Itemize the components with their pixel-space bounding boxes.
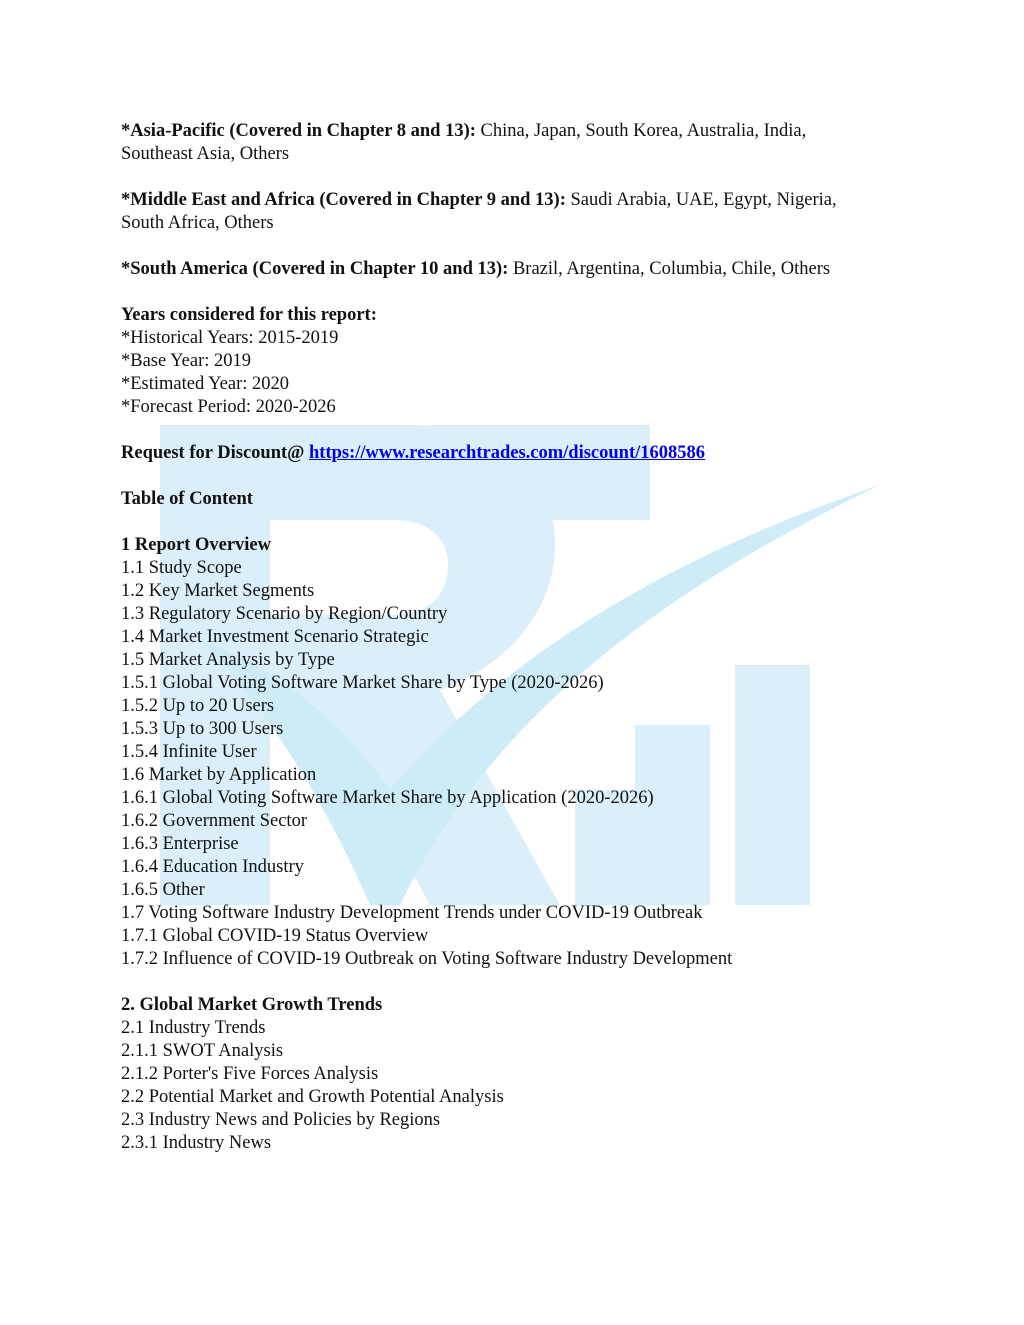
toc-section-1: [121, 534, 921, 971]
toc-item: 2.3.1 Industry News: [121, 1133, 272, 1153]
discount-link[interactable]: https://www.researchtrades.com/discount/1608586: [309, 443, 706, 463]
region-countries-cont: Southeast Asia, Others: [121, 144, 290, 164]
toc-item: 2.2 Potential Market and Growth Potential Analysis: [121, 1087, 504, 1107]
years-item: *Base Year: 2019: [121, 351, 252, 371]
region-asia-pacific: [121, 120, 921, 166]
toc-section-heading: 1 Report Overview: [121, 535, 272, 555]
years-item: *Estimated Year: 2020: [121, 374, 290, 394]
toc-item: 2.3 Industry News and Policies by Regions: [121, 1110, 441, 1130]
region-label: *Asia-Pacific (Covered in Chapter 8 and 13):: [121, 121, 476, 141]
toc-item: 1.5.4 Infinite User: [121, 742, 257, 762]
region-countries: Saudi Arabia, UAE, Egypt, Nigeria,: [570, 190, 837, 210]
toc-item: 1.7.1 Global COVID-19 Status Overview: [121, 926, 429, 946]
discount-request: [121, 442, 921, 465]
years-item: *Historical Years: 2015-2019: [121, 328, 339, 348]
toc-item: 1.7 Voting Software Industry Development Trends under COVID-19 Outbreak: [121, 903, 703, 923]
toc-item: 1.6.3 Enterprise: [121, 834, 239, 854]
region-countries: China, Japan, South Korea, Australia, India,: [480, 121, 807, 141]
toc-item: 2.1.2 Porter's Five Forces Analysis: [121, 1064, 379, 1084]
region-countries: Brazil, Argentina, Columbia, Chile, Others: [512, 259, 831, 279]
toc-item: 1.4 Market Investment Scenario Strategic: [121, 627, 429, 647]
toc-item: 2.1 Industry Trends: [121, 1018, 266, 1038]
toc-item: 1.7.2 Influence of COVID-19 Outbreak on Voting Software Industry Development: [121, 949, 733, 969]
region-label: *South America (Covered in Chapter 10 and 13):: [121, 259, 509, 279]
toc-title: Table of Content: [121, 489, 253, 509]
toc-section-2: [121, 994, 921, 1155]
toc-item: 1.5 Market Analysis by Type: [121, 650, 335, 670]
region-middle-east-africa: [121, 189, 921, 235]
document-body: [121, 120, 921, 1178]
region-south-america: [121, 258, 921, 281]
toc-item: 1.6.1 Global Voting Software Market Share by Application (2020-2026): [121, 788, 654, 808]
toc-item: 1.6 Market by Application: [121, 765, 317, 785]
toc-item: 1.6.4 Education Industry: [121, 857, 304, 877]
toc-item: 1.2 Key Market Segments: [121, 581, 315, 601]
region-label: *Middle East and Africa (Covered in Chapter 9 and 13):: [121, 190, 566, 210]
toc-item: 2.1.1 SWOT Analysis: [121, 1041, 284, 1061]
discount-label: Request for Discount@: [121, 443, 305, 463]
toc-title-block: [121, 488, 921, 511]
toc-item: 1.6.5 Other: [121, 880, 205, 900]
toc-item: 1.5.1 Global Voting Software Market Share by Type (2020-2026): [121, 673, 604, 693]
toc-item: 1.5.2 Up to 20 Users: [121, 696, 275, 716]
toc-section-heading: 2. Global Market Growth Trends: [121, 995, 383, 1015]
toc-item: 1.1 Study Scope: [121, 558, 242, 578]
toc-item: 1.5.3 Up to 300 Users: [121, 719, 284, 739]
years-heading: Years considered for this report:: [121, 305, 377, 325]
toc-item: 1.6.2 Government Sector: [121, 811, 307, 831]
region-countries-cont: South Africa, Others: [121, 213, 274, 233]
toc-item: 1.3 Regulatory Scenario by Region/Country: [121, 604, 448, 624]
years-section: [121, 304, 921, 419]
years-item: *Forecast Period: 2020-2026: [121, 397, 336, 417]
